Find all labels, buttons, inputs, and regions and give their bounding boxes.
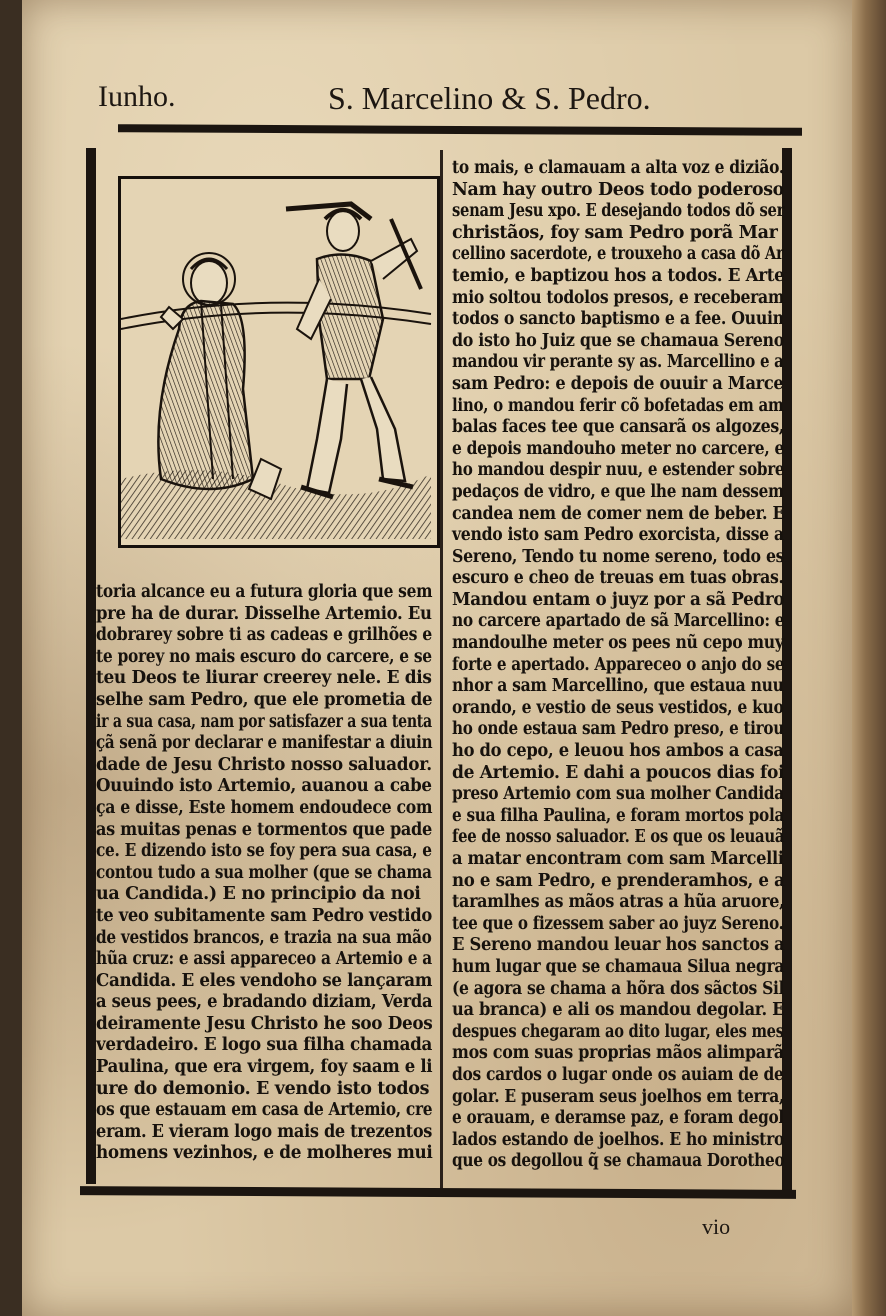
text-line: escuro e cheo de treuas em tuas obras. [452, 568, 784, 589]
text-line: Nam hay outro Deos todo poderoso [452, 179, 784, 200]
text-line: toria alcance eu a futura gloria que sem [96, 582, 433, 602]
text-line: ce. E dizendo isto se foy pera sua casa, e [96, 841, 432, 862]
text-line: no carcere apartado de sã Marcellino: e [452, 611, 785, 632]
text-line: ua Candida.) E no principio da noi [96, 884, 421, 905]
text-line: pre ha de durar. Disselhe Artemio. Eu [96, 603, 432, 624]
text-line: a matar encontram com sam Marcelli [452, 849, 784, 869]
text-line: as muitas penas e tormentos que pade [96, 819, 432, 840]
text-line: de vestidos brancos, e trazia na sua mão [96, 927, 432, 948]
text-line: de Artemio. E dahi a poucos dias foi [452, 762, 785, 783]
text-line: Ouuindo isto Artemio, auanou a cabe [96, 776, 432, 797]
text-line: pedaços de vidro, e que lhe nam dessem [452, 481, 784, 502]
text-line: E Sereno mandou leuar hos sanctos a [452, 935, 785, 956]
text-line: dos cardos o lugar onde os auiam de de [452, 1064, 784, 1085]
text-line: deiramente Jesu Christo he soo Deos [96, 1013, 433, 1034]
text-line: çã senã por declarar e manifestar a diuin [96, 733, 433, 754]
text-line: e depois mandouho meter no carcere, e [452, 438, 785, 459]
text-line: Sereno, Tendo tu nome sereno, todo es [452, 546, 785, 567]
text-line: ua branca) e ali os mandou degolar. E [452, 1000, 785, 1021]
text-line: mandoulhe meter os pees nũ cepo muy [452, 633, 784, 654]
column-divider [440, 150, 443, 1190]
text-line: temio, e baptizou hos a todos. E Arte [452, 265, 785, 286]
signature-mark: vio [702, 1214, 731, 1239]
text-line: ho onde estaua sam Pedro preso, e tirou [452, 719, 784, 740]
text-line: teu Deos te liurar creerey nele. E dis [96, 668, 432, 689]
text-line: sam Pedro: e depois de ouuir a Marce [452, 373, 784, 394]
text-line: mos com suas proprias mãos alimparã [452, 1043, 784, 1064]
text-line: to mais, e clamauam a alta voz e dizião. [452, 158, 784, 178]
text-line: taramlhes as mãos atras a hũa aruore, [452, 892, 785, 913]
text-line: mandou vir perante sy as. Marcellino e a [452, 352, 784, 373]
text-line: tee que o fizessem saber ao juyz Sereno. [452, 913, 784, 934]
text-line: do isto ho Juiz que se chamaua Sereno [452, 330, 785, 351]
text-line: fee de nosso saluador. E os que os leuauã [452, 827, 785, 848]
text-line: christãos, foy sam Pedro porã Mar [452, 222, 778, 243]
woodcut-image [121, 179, 431, 539]
text-line: os que estauam em casa de Artemio, cre [96, 1100, 433, 1121]
text-line: ho do cepo, e leuou hos ambos a casa [452, 741, 784, 762]
text-line: lino, o mandou ferir cõ bofetadas em am [452, 395, 784, 416]
text-line: e orauam, e deramse paz, e foram degol [452, 1108, 784, 1129]
text-line: contou tudo a sua molher (que se chama [96, 862, 432, 883]
text-line: cellino sacerdote, e trouxeho a casa dõ Ar [452, 244, 784, 265]
text-line: Paulina, que era virgem, foy saam e li [96, 1057, 433, 1078]
text-line: eram. E vieram logo mais de trezentos [96, 1121, 433, 1142]
text-line: forte e apertado. Appareceo o anjo do se [452, 654, 785, 675]
text-line: orando, e vestio de seus vestidos, e kuo [452, 697, 784, 718]
text-line: senam Jesu xpo. E desejando todos dõ ser [452, 201, 785, 222]
text-line: selhe sam Pedro, que ele prometia de [96, 689, 433, 710]
text-line: te porey no mais escuro do carcere, e se [96, 646, 432, 667]
text-line: (e agora se chama a hõra dos sãctos Sil [452, 978, 785, 999]
left-text-column [96, 582, 432, 1165]
text-line: golar. E puseram seus joelhos em terra, [452, 1086, 785, 1107]
text-line: ho mandou despir nuu, e estender sobre [452, 460, 785, 481]
text-line: todos o sancto baptismo e a fee. Ouuin [452, 309, 784, 330]
text-line: lados estando de joelhos. E ho ministro [452, 1129, 785, 1150]
text-line: balas faces tee que cansarã os algozes, [452, 417, 785, 438]
text-line: e sua filha Paulina, e foram mortos pola [452, 805, 785, 826]
text-line: candea nem de comer nem de beber. E [452, 503, 785, 524]
left-frame-rule [86, 148, 96, 1184]
text-line: hum lugar que se chamaua Silua negra [452, 956, 785, 977]
book-edge [852, 0, 886, 1316]
text-line: dade de Jesu Christo nosso saluador. [96, 754, 432, 775]
text-line: te veo subitamente sam Pedro vestido [96, 905, 433, 926]
text-line: Candida. E eles vendoho se lançaram [96, 970, 433, 991]
text-line: preso Artemio com sua molher Candida [452, 784, 784, 805]
text-line: ir a sua casa, nam por satisfazer a sua tenta [96, 711, 432, 732]
text-line: dobrarey sobre ti as cadeas e grilhões e [96, 625, 432, 646]
text-line: homens vezinhos, e de molheres mui [96, 1143, 433, 1164]
text-line: ure do demonio. E vendo isto todos [96, 1078, 430, 1099]
right-text-column [452, 158, 784, 1173]
text-line: Mandou entam o juyz por a sã Pedro [452, 589, 785, 610]
text-line: hũa cruz: e assi appareceo a Artemio e a [96, 949, 432, 970]
text-line: a seus pees, e bradando diziam, Verda [96, 992, 433, 1013]
running-head-month: Iunho. [98, 80, 176, 113]
running-head-title: S. Marcelino & S. Pedro. [328, 80, 651, 116]
text-line: vendo isto sam Pedro exorcista, disse a [452, 525, 784, 546]
text-line: ça e disse, Este homem endoudece com [96, 797, 433, 818]
text-line: no e sam Pedro, e prenderamhos, e a [452, 870, 785, 891]
text-line: nhor a sam Marcellino, que estaua nuu [452, 676, 784, 697]
text-line: mio soltou todolos presos, e receberam [452, 287, 785, 308]
text-line: que os degollou q̃ se chamaua Dorotheo [452, 1151, 785, 1172]
text-line: verdadeiro. E logo sua filha chamada [96, 1035, 433, 1056]
woodcut-illustration [118, 176, 440, 548]
text-line: despues chegaram ao dito lugar, eles mes [452, 1021, 784, 1042]
